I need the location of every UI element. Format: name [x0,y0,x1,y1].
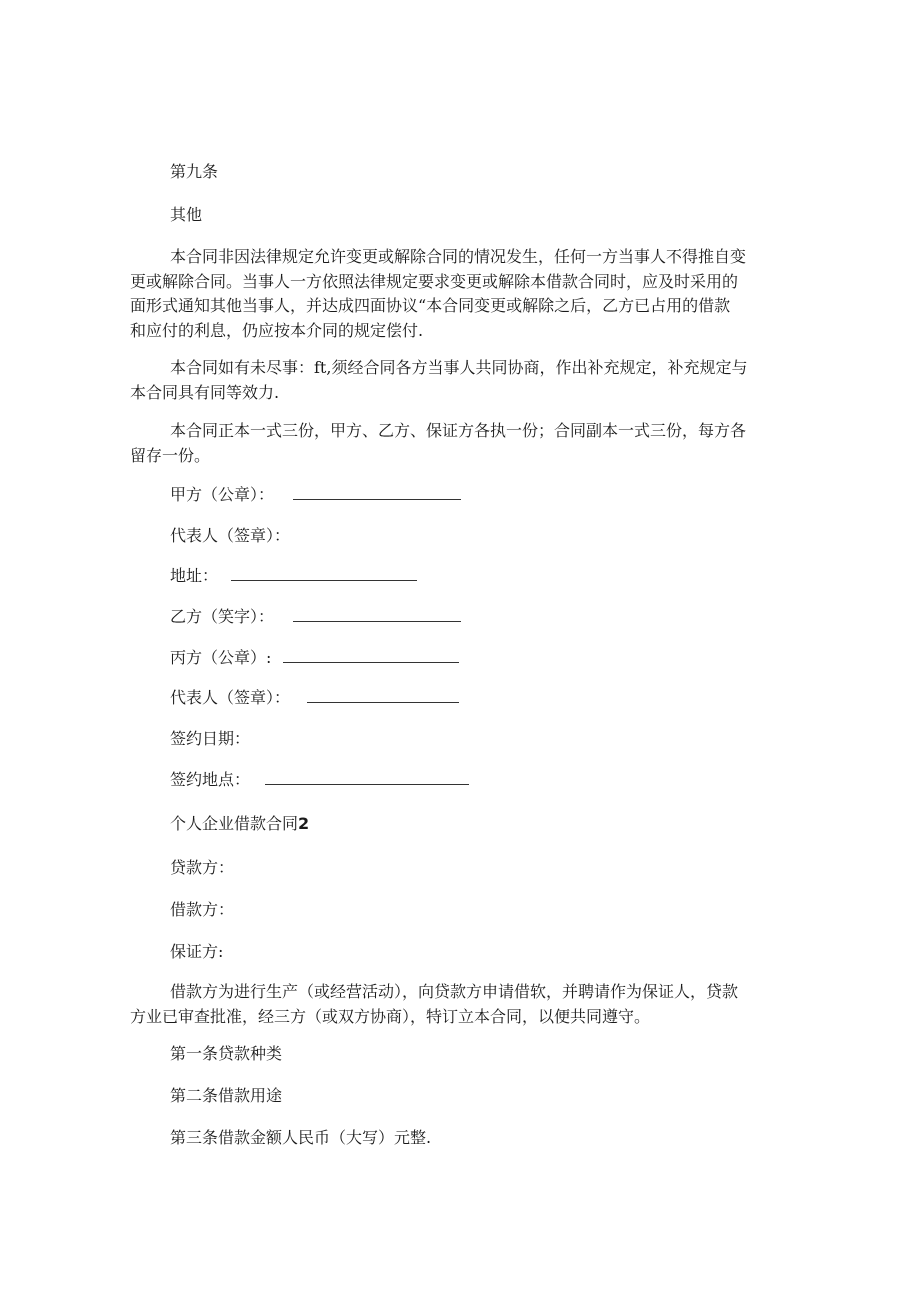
address-label: 地址： [170,566,219,585]
article-subheading: 其他 [170,205,203,224]
party-b-line [170,605,461,629]
sign-place-label: 签约地点： [170,770,251,789]
article-heading: 第九条 [170,162,219,181]
article-2-line: 第二条借款用途 [170,1086,283,1105]
article-3-line: 第三条借款金额人民币（大写）元整. [170,1128,432,1147]
party-c-label: 丙方（公章）: [170,648,272,667]
paragraph-line: 留存一份。 [130,445,211,465]
address-line [170,564,417,588]
rep1-label: 代表人（签章）： [170,526,291,545]
paragraph-copies [130,419,790,468]
paragraph-line: 本合同具有同等效力. [130,382,280,402]
sign-date-line [170,727,250,751]
rep1-line [170,524,290,548]
party-b-blank[interactable] [293,607,461,622]
paragraph-line: 面形式通知其他当事人，并达成四面协议“本合同变更或解除之后，乙方已占用的借款 [130,296,731,315]
rep2-blank[interactable] [307,688,459,703]
rep2-line [170,686,459,710]
contract2-title [170,812,309,836]
contract2-title-number: 2 [298,814,310,833]
party-a-label: 甲方（公章）： [170,485,275,504]
sign-date-label: 签约日期： [170,729,251,748]
article-1-line: 第一条贷款种类 [170,1044,283,1063]
paragraph-line: 和应付的利息，仍应按本介同的规定偿付. [130,320,424,340]
party-c-blank[interactable] [283,648,459,663]
lender-line: 贷款方： [170,858,235,877]
rep2-label: 代表人（签章）： [170,688,291,707]
paragraph-line: 本合同如有未尽事：ft,须经合同各方当事人共同协商，作出补充规定，补充规定与 [170,358,748,377]
sign-place-line [170,768,469,792]
paragraph-line: 本合同非因法律规定允许变更或解除合同的情况发生，任何一方当事人不得推自变 [170,247,747,266]
paragraph-modification [130,245,790,343]
paragraph-line: 更或解除合同。当事人一方依照法律规定要求变更或解除本借款合同时，应及时采用的 [130,271,739,291]
paragraph-supplement [130,356,790,405]
paragraph-line: 方业已审查批准，经三方（或双方协商），特订立本合同，以便共同遵守。 [130,1006,651,1026]
contract2-intro [130,980,790,1029]
sign-place-blank[interactable] [265,770,469,785]
party-c-line [170,646,459,670]
contract2-title-text: 个人企业借款合同 [170,814,299,833]
paragraph-line: 本合同正本一式三份，甲方、乙方、保证方各执一份；合同副本一式三份，每方各 [170,421,747,440]
guarantor-line: 保证方: [170,942,224,961]
paragraph-line: 借款方为进行生产（或经营活动），向贷款方申请借软，并聘请作为保证人，贷款 [170,982,739,1001]
party-b-label: 乙方（笑字）： [170,607,275,626]
party-a-line [170,483,461,507]
party-a-blank[interactable] [293,485,461,500]
borrower-line: 借款方： [170,900,235,919]
address-blank[interactable] [231,566,417,581]
